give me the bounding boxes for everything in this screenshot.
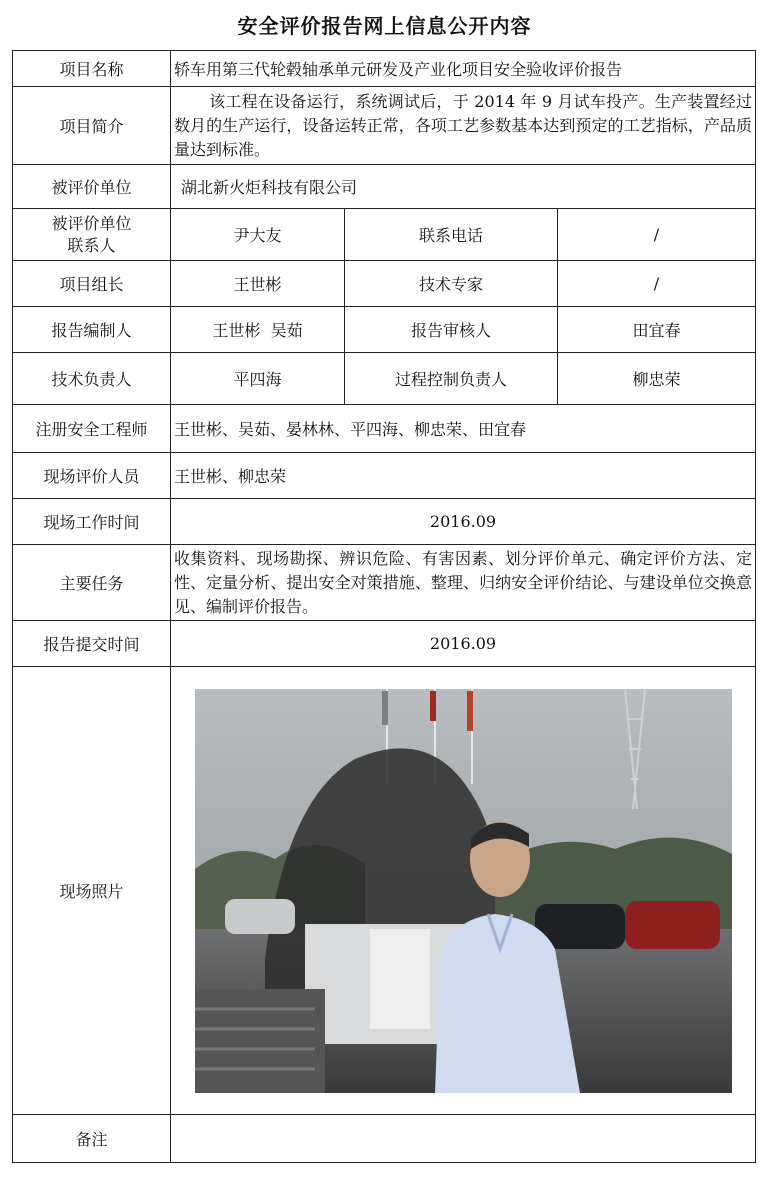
reviewer-label: 报告审核人: [345, 307, 558, 353]
process-lead-value: 柳忠荣: [558, 353, 756, 405]
row-evaluated-unit: [13, 165, 756, 209]
row-site-work-time: [13, 499, 756, 545]
site-work-time-value: 2016.09: [171, 499, 756, 545]
page-title: 安全评价报告网上信息公开内容: [237, 14, 532, 38]
expert-value: /: [558, 261, 756, 307]
team-leader-label: 项目组长: [13, 261, 171, 307]
project-name-label: 项目名称: [13, 51, 171, 87]
submit-time-label: 报告提交时间: [13, 621, 171, 667]
main-tasks-value: 收集资料、现场勘探、辨识危险、有害因素、划分评价单元、确定评价方法、定性、定量分析、提出安全对策措施、整理、归纳安全评价结论、与建设单位交换意见、编制评价报告。: [171, 545, 756, 621]
phone-label: 联系电话: [345, 209, 558, 261]
project-name-value: 轿车用第三代轮毂轴承单元研发及产业化项目安全验收评价报告: [171, 51, 756, 87]
report-author-label: 报告编制人: [13, 307, 171, 353]
site-work-time-label: 现场工作时间: [13, 499, 171, 545]
engineers-value: 王世彬、吴茹、晏林林、平四海、柳忠荣、田宜春: [171, 405, 756, 453]
row-site-evaluators: [13, 453, 756, 499]
team-leader-value: 王世彬: [171, 261, 345, 307]
tech-lead-value: 平四海: [171, 353, 345, 405]
remarks-value: [171, 1115, 756, 1163]
row-engineers: [13, 405, 756, 453]
row-team-leader: [13, 261, 756, 307]
evaluated-unit-label: 被评价单位: [13, 165, 171, 209]
project-intro-label: 项目简介: [13, 87, 171, 165]
row-project-name: [13, 51, 756, 87]
info-table: [12, 50, 756, 1163]
row-main-tasks: [13, 545, 756, 621]
engineers-label: 注册安全工程师: [13, 405, 171, 453]
site-photo-label: 现场照片: [13, 667, 171, 1115]
process-lead-label: 过程控制负责人: [345, 353, 558, 405]
row-submit-time: [13, 621, 756, 667]
contact-label-line1: 被评价单位: [51, 213, 132, 233]
expert-label: 技术专家: [345, 261, 558, 307]
row-remarks: [13, 1115, 756, 1163]
tech-lead-label: 技术负责人: [13, 353, 171, 405]
row-project-intro: [13, 87, 756, 165]
contact-value: 尹大友: [171, 209, 345, 261]
site-photo-image: [195, 689, 732, 1093]
evaluated-unit-value: 湖北新火炬科技有限公司: [171, 165, 756, 209]
site-evaluators-value: 王世彬、柳忠荣: [171, 453, 756, 499]
contact-label-line2: 联系人: [67, 235, 116, 255]
submit-time-value: 2016.09: [171, 621, 756, 667]
main-tasks-label: 主要任务: [13, 545, 171, 621]
site-photo: [195, 689, 732, 1093]
project-intro-value: 该工程在设备运行，系统调试后，于 2014 年 9 月试车投产。生产装置经过数月的生产运行，设备运转正常，各项工艺参数基本达到预定的工艺指标，产品质量达到标准。: [174, 91, 752, 159]
phone-value: /: [558, 209, 756, 261]
reviewer-value: 田宜春: [558, 307, 756, 353]
site-evaluators-label: 现场评价人员: [13, 453, 171, 499]
remarks-label: 备注: [13, 1115, 171, 1163]
row-site-photo: [13, 667, 756, 1115]
row-contact: [13, 209, 756, 261]
row-report-author: [13, 307, 756, 353]
report-author-value: 王世彬 吴茹: [171, 307, 345, 353]
row-tech-lead: [13, 353, 756, 405]
